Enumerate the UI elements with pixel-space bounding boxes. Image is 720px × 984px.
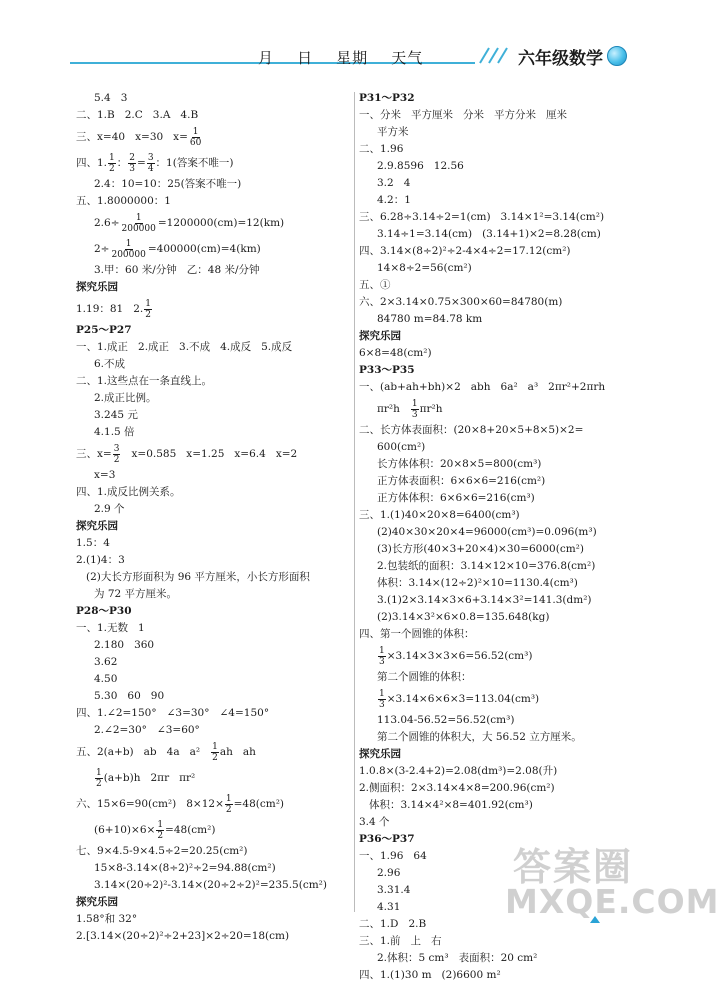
answer-line: 四、1.(1)30 m (2)6600 m² [359, 969, 501, 981]
answer-line: 2.包装纸的面积：3.14×12×10=376.8(cm²) [377, 560, 596, 572]
answer-line: 四、3.14×(8÷2)²÷2-4×4÷2=17.12(cm²) [359, 245, 571, 257]
section-heading: 探究乐园 [76, 520, 118, 532]
answer-line: 1.19：81 2. $\frac{1}{2}$ [76, 298, 152, 320]
answer-line: 3.4 个 [359, 816, 390, 828]
watermark-url: MXQE.COM [505, 882, 720, 921]
answer-line: 2.6÷ $\frac{1}{200000}$ =1200000(cm)=12(km) [94, 212, 285, 234]
answer-line: 2.侧面积：2×3.14×4×8=200.96(cm²) [359, 782, 555, 794]
answer-line: 6×8=48(cm²) [359, 347, 432, 359]
circle-badge-icon [607, 46, 627, 66]
date-weather-fields: 月 日 星期 天气 [258, 49, 424, 67]
answer-line: 14×8÷2=56(cm²) [377, 262, 472, 274]
page-range-heading: P25～P27 [76, 324, 132, 336]
watermark-text: 答案圈 [513, 845, 634, 889]
answer-line: 三、x=40 x=30 x= $\frac{1}{60}$ [76, 126, 202, 148]
answer-line: 2÷ $\frac{1}{200000}$ =400000(cm)=4(km) [94, 238, 261, 260]
fraction: $\frac{1}{2}$ [96, 767, 102, 789]
answer-line: 3.14×(20÷2)²-3.14×(20÷2÷2)²=235.5(cm²) [94, 879, 327, 891]
fraction: $\frac{1}{200000}$ [121, 212, 156, 234]
page-range-heading: P33～P35 [359, 364, 415, 376]
answer-line: 2.[3.14×(20÷2)²÷2+23]×2÷20=18(cm) [76, 930, 290, 942]
answer-line: 1.58°和 32° [76, 913, 138, 925]
answer-line: 三、6.28÷3.14÷2=1(cm) 3.14×1²=3.14(cm²) [359, 211, 605, 223]
answer-line: 2.体积：5 cm³ 表面积：20 cm² [377, 952, 538, 964]
fraction: $\frac{3}{2}$ [113, 443, 120, 465]
answer-line: 体积：3.14×(12÷2)²×10=1130.4(cm³) [377, 577, 578, 589]
section-heading: 探究乐园 [359, 330, 401, 342]
answer-line: 4.2：1 [377, 194, 411, 206]
answer-line: 四、1. $\frac{1}{2}$ ： $\frac{2}{3}$ = $\frac{3}{4}$ ：1(答案不唯一) [76, 152, 234, 174]
answer-line: 3.14÷1=3.14(cm) (3.14+1)×2=8.28(cm) [377, 228, 601, 240]
answer-line: 3.2 4 [377, 177, 411, 189]
answer-line: 113.04-56.52=56.52(cm³) [377, 714, 515, 726]
answer-line: πr²h $\frac{1}{3}$ πr²h [377, 398, 443, 420]
column-divider [354, 92, 355, 912]
fraction: $\frac{1}{2}$ [225, 793, 232, 815]
answer-line: 体积：3.14×4²×8=401.92(cm³) [369, 799, 533, 811]
answer-line: $\frac{1}{2}$ (a+b)h 2πr πr² [96, 767, 196, 789]
answer-line: $\frac{1}{3}$ ×3.14×3×3×6=56.52(cm³) [379, 645, 533, 667]
answer-line: 七、9×4.5-9×4.5÷2=20.25(cm²) [76, 845, 248, 857]
answer-line: (2)大长方形面积为 96 平方厘米，小长方形面积 [86, 571, 310, 583]
answer-line: 2.成正比例。 [94, 392, 157, 404]
answer-line: 一、1.无数 1 [76, 622, 145, 634]
fraction: $\frac{1}{200000}$ [111, 238, 146, 260]
page-range-heading: P31～P32 [359, 92, 415, 104]
answer-line: 1.0.8×(3-2.4+2)=2.08(dm³)=2.08(升) [359, 765, 558, 777]
answer-line: 正方体表面积：6×6×6=216(cm²) [377, 475, 546, 487]
page-range-heading: P28～P30 [76, 605, 132, 617]
answer-line: 二、1.D 2.B [359, 918, 427, 930]
answer-line: 一、(ab+ah+bh)×2 abh 6a² a³ 2πr²+2πrh [359, 381, 606, 393]
answer-line: 四、第一个圆锥的体积： [359, 628, 475, 640]
answer-line: 4.1.5 倍 [94, 426, 135, 438]
section-heading: 探究乐园 [76, 281, 118, 293]
answer-line: 3.245 元 [94, 409, 138, 421]
answer-line: 二、1.96 [359, 143, 404, 155]
answer-line: 五、① [359, 279, 391, 291]
answer-line: 为 72 平方厘米。 [94, 588, 178, 600]
answer-line: x=3 [94, 469, 116, 481]
watermark-logo [505, 836, 720, 926]
answer-line: 二、1.B 2.C 3.A 4.B [76, 109, 199, 121]
answer-line: 一、分米 平方厘米 分米 平方分米 厘米 [359, 109, 568, 121]
slash-decoration-icon [476, 46, 516, 64]
answer-line: (2)3.14×3²×6×0.8=135.648(kg) [377, 611, 550, 623]
answer-line: 平方米 [377, 126, 409, 138]
answer-line: 2.180 360 [94, 639, 155, 651]
grade-title: 六年级数学 [518, 49, 603, 69]
fraction: $\frac{2}{3}$ [129, 152, 135, 174]
answer-line: 5.4 3 [94, 92, 128, 104]
fraction: $\frac{1}{2}$ [157, 819, 164, 841]
answer-line: 三、1.(1)40×20×8=6400(cm³) [359, 509, 520, 521]
page-header [0, 0, 696, 80]
answer-line: 15×8-3.14×(8÷2)²÷2=94.88(cm²) [94, 862, 276, 874]
answer-line: 6.不成 [94, 358, 126, 370]
answer-line: $\frac{1}{3}$ ×3.14×6×6×3=113.04(cm³) [379, 688, 540, 710]
answer-line: 2.9.8596 12.56 [377, 160, 464, 172]
answer-line: 2.9 个 [94, 503, 125, 515]
page-marker-icon [590, 916, 600, 923]
answer-line: 1.5：4 [76, 537, 110, 549]
answer-line: 2.(1)4：3 [76, 554, 125, 566]
answer-line: 一、1.96 64 [359, 850, 427, 862]
answer-line: 三、1.前 上 右 [359, 935, 442, 947]
answer-line: 600(cm²) [377, 441, 426, 453]
answer-line: 长方体体积：20×8×5=800(cm³) [377, 458, 542, 470]
answer-line: 一、1.成正 2.成正 3.不成 4.成反 5.成反 [76, 341, 293, 353]
section-heading: 探究乐园 [76, 896, 118, 908]
answer-line: 四、1.成反比例关系。 [76, 486, 181, 498]
answer-line: 3.31.4 [377, 884, 411, 896]
fraction: $\frac{1}{3}$ [379, 645, 385, 667]
answer-line: 84780 m=84.78 km [377, 313, 483, 325]
answer-line: 2.96 [377, 867, 401, 879]
section-heading: 探究乐园 [359, 748, 401, 760]
answer-line: (6+10)×6× $\frac{1}{2}$ =48(cm²) [94, 819, 216, 841]
answer-line: 三、x= $\frac{3}{2}$ x=0.585 x=1.25 x=6.4 x=2 [76, 443, 298, 465]
answer-line: 二、长方体表面积：(20×8+20×5+8×5)×2= [359, 424, 584, 436]
answer-line: 5.30 60 90 [94, 690, 165, 702]
answer-line: 2.∠2=30° ∠3=60° [94, 724, 200, 736]
answer-line: (2)40×30×20×4=96000(cm³)=0.096(m³) [377, 526, 597, 538]
fraction: $\frac{3}{4}$ [147, 152, 154, 174]
fraction: $\frac{1}{2}$ [145, 298, 152, 320]
answer-line: 3.62 [94, 656, 118, 668]
answer-line: 二、1.这些点在一条直线上。 [76, 375, 213, 387]
answer-line: 2.4：10=10：25(答案不唯一) [94, 178, 242, 190]
fraction: $\frac{1}{3}$ [411, 398, 418, 420]
fraction: $\frac{1}{60}$ [189, 126, 202, 148]
answer-line: 3.甲：60 米/分钟 乙：48 米/分钟 [94, 264, 260, 276]
fraction: $\frac{1}{3}$ [379, 688, 385, 710]
answer-line: 4.50 [94, 673, 118, 685]
answer-line: 四、1.∠2=150° ∠3=30° ∠4=150° [76, 707, 270, 719]
answer-line: (3)长方形(40×3+20×4)×30=6000(cm²) [377, 543, 584, 555]
answer-line: 六、15×6=90(cm²) 8×12× $\frac{1}{2}$ =48(cm²) [76, 793, 285, 815]
fraction: $\frac{1}{2}$ [109, 152, 115, 174]
answer-line: 正方体体积：6×6×6=216(cm³) [377, 492, 535, 504]
answer-line: 五、2(a+b) ab 4a a² $\frac{1}{2}$ ah ah [76, 741, 256, 763]
answer-line: 4.31 [377, 901, 401, 913]
answer-line: 3.(1)2×3.14×3×6+3.14×3²=141.3(dm²) [377, 594, 592, 606]
page-range-heading: P36～P37 [359, 833, 415, 845]
answer-line: 第二个圆锥的体积： [377, 671, 472, 683]
answer-line: 第二个圆锥的体积大，大 56.52 立方厘米。 [377, 731, 582, 743]
answer-line: 六、2×3.14×0.75×300×60=84780(m) [359, 296, 563, 308]
answer-line: 五、1.8000000：1 [76, 195, 171, 207]
answers-left-column [76, 90, 351, 945]
fraction: $\frac{1}{2}$ [212, 741, 218, 763]
